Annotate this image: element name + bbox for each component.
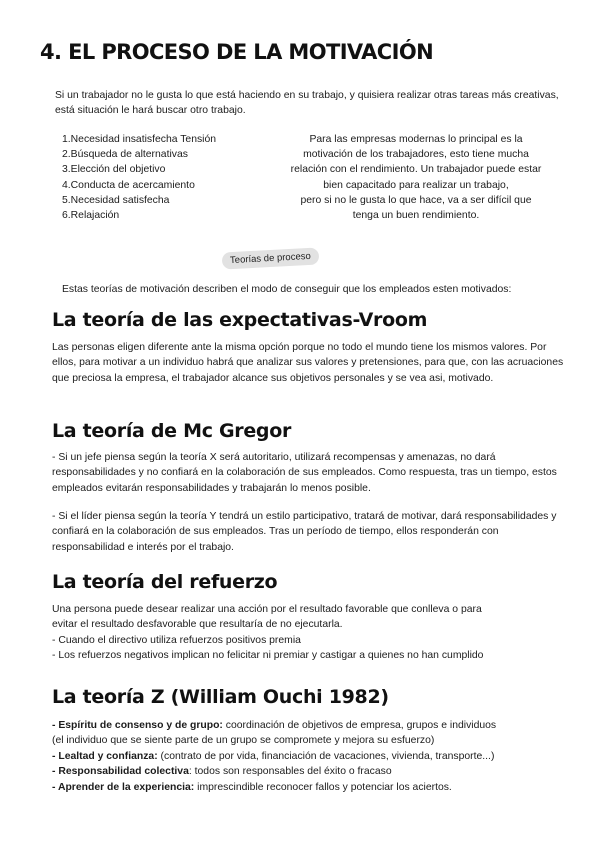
refuerzo-body <box>52 602 572 664</box>
item-text: : todos son responsables del éxito o fracaso <box>188 766 392 778</box>
list-item <box>52 733 572 748</box>
paragraph-line: bien capacitado para realizar un trabajo, <box>323 179 509 191</box>
mcgregor-heading: La teoría de Mc Gregor <box>52 420 292 442</box>
item-text: coordinación de objetivos de empresa, grupos e individuos <box>222 720 497 731</box>
list-item <box>52 749 572 764</box>
list-item: 3.Elección del objetivo <box>62 164 166 176</box>
process-theories-description: Estas teorías de motivación describen el modo de conseguir que los empleados esten motivados: <box>62 284 512 295</box>
companies-paragraph <box>270 132 562 223</box>
list-item: 4.Conducta de acercamiento <box>62 179 195 191</box>
paragraph-line: Para las empresas modernas lo principal es la <box>309 134 523 145</box>
paragraph-line: - Cuando el directivo utiliza refuerzos positivos premia <box>52 634 301 646</box>
list-item: 6.Relajación <box>62 210 120 222</box>
item-label: - Responsabilidad colectiva <box>52 766 189 778</box>
list-item <box>52 764 572 779</box>
paragraph-line: - Los refuerzos negativos implican no felicitar ni premiar y castigar a quienes no han cumplido <box>52 650 484 662</box>
item-text: (el individuo que se siente parte de un grupo se compromete y mejora su esfuerzo) <box>52 735 435 747</box>
item-text: imprescindible reconocer fallos y potenciar los aciertos. <box>194 781 452 793</box>
vroom-body: Las personas eligen diferente ante la misma opción porque no todo el mundo tiene los mismos valores. Por ellos, para motivar a un individuo habrá que analizar sus valores y pretensiones, para que, con las acruaciones que preciosa la empresa, el trabajador alcance sus objetivos personales y se vea asi, motivado. <box>52 342 564 384</box>
refuerzo-heading: La teoría del refuerzo <box>52 571 278 593</box>
paragraph-line: pero si no le gusta lo que hace, va a ser difícil que <box>300 194 532 206</box>
teoria-z-list <box>52 718 572 795</box>
list-item <box>52 780 572 795</box>
item-text: (contrato de por vida, financiación de vacaciones, vivienda, transporte...) <box>157 750 495 762</box>
list-item: 5.Necesidad satisfecha <box>62 194 170 206</box>
paragraph-line: motivación de los trabajadores, esto tiene mucha <box>303 149 529 161</box>
process-theories-badge: Teorías de proceso <box>222 247 320 269</box>
vroom-heading: La teoría de las expectativas-Vroom <box>52 309 428 331</box>
paragraph-line: tenga un buen rendimiento. <box>352 210 480 222</box>
item-label: - Aprender de la experiencia: <box>52 781 195 793</box>
process-steps-list <box>62 132 216 223</box>
paragraph-line: Una persona puede desear realizar una acción por el resultado favorable que conlleva o para <box>52 604 482 615</box>
paragraph-line: relación con el rendimiento. Un trabajador puede estar <box>290 164 542 176</box>
mcgregor-theory-y: - Si el líder piensa según la teoría Y tendrá un estilo participativo, tratará de motivar, dará responsabilidades y confiará en la colaboración de sus empleados. Tras un período de tiempo, ellos responderán con responsabilidad e interés por el trabajo. <box>52 511 557 553</box>
list-item: 1.Necesidad insatisfecha Tensión <box>62 134 217 145</box>
page-title: 4. EL PROCESO DE LA MOTIVACIÓN <box>40 40 434 64</box>
item-label: - Lealtad y confianza: <box>52 750 158 762</box>
item-label: - Espíritu de consenso y de grupo: <box>52 720 223 731</box>
list-item <box>52 718 572 733</box>
list-item: 2.Búsqueda de alternativas <box>62 149 188 161</box>
mcgregor-theory-x: - Si un jefe piensa según la teoría X será autoritario, utilizará recompensas y amenazas, no dará responsabilidades y no confiará en la colaboración de sus empleados. Como respuesta, tras un tiempo, estos empleados evitarán responsabilidades y trabajarán lo menos posible. <box>52 452 557 494</box>
teoria-z-heading: La teoría Z (William Ouchi 1982) <box>52 686 389 708</box>
intro-paragraph: Si un trabajador no le gusta lo que está haciendo en su trabajo, y quisiera realizar otras tareas más creativas, está situación le hará buscar otro trabajo. <box>55 90 559 116</box>
paragraph-line: evitar el resultado desfavorable que resultaría de no ejecutarla. <box>52 619 343 631</box>
